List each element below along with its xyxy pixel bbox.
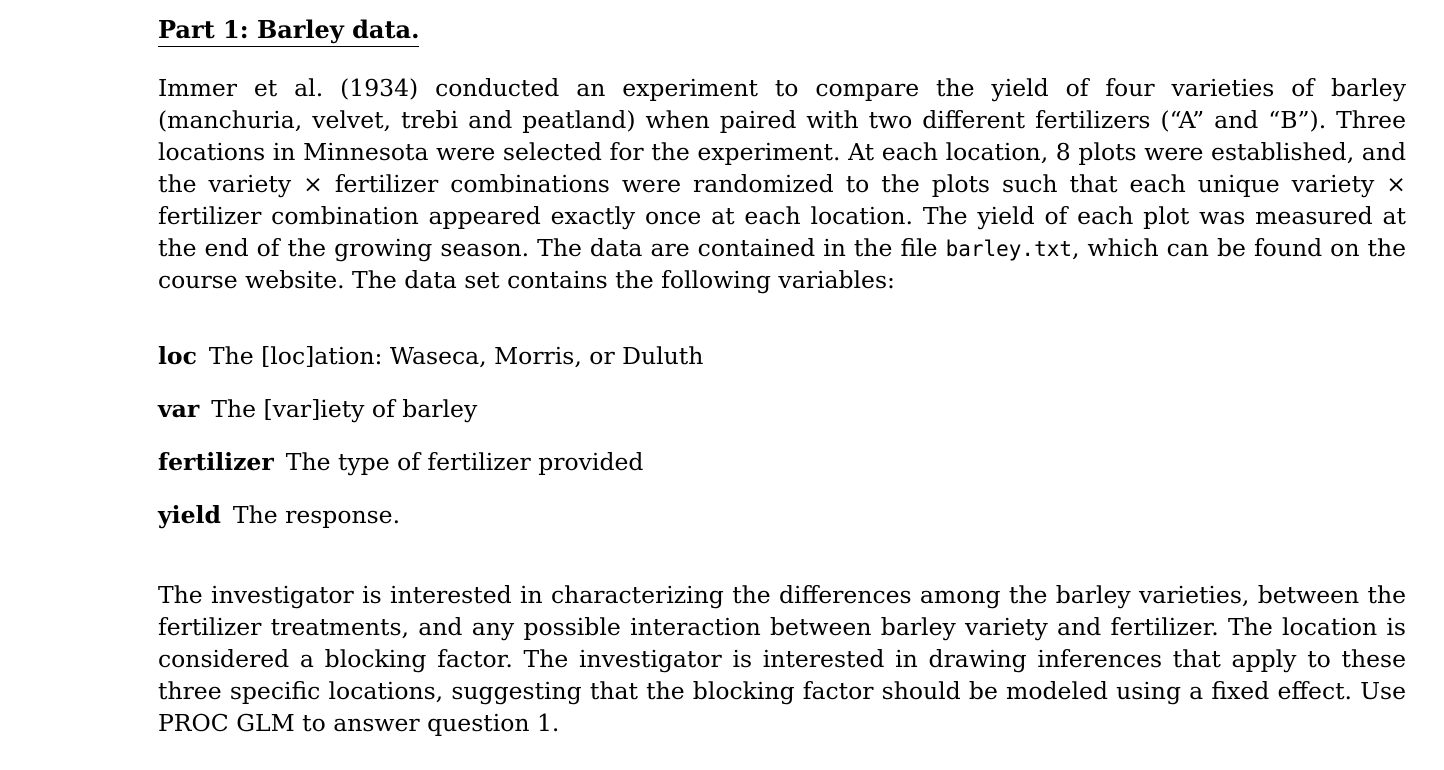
- variable-item-fertilizer: [158, 447, 1406, 500]
- variable-description: The [var]iety of barley: [211, 395, 478, 424]
- section-title: Part 1: Barley data.: [158, 14, 419, 47]
- variable-term: loc: [158, 342, 197, 371]
- variable-description: The type of fertilizer provided: [285, 448, 644, 477]
- variable-item-loc: [158, 341, 1406, 394]
- document-page: [158, 14, 1406, 740]
- intro-paragraph: [158, 73, 1406, 297]
- variable-description: The [loc]ation: Waseca, Morris, or Duluth: [208, 342, 704, 371]
- variable-term: var: [158, 395, 200, 424]
- intro-text-before: Immer et al. (1934) conducted an experiment to compare the yield of four varieties of barley (manchuria, velvet, trebi and peatland) when paired with two different fertilizers (“A” and “B”). Three locations in Minnesota were selected for the experiment. At each location, 8 plots were established, and the variety × fertilizer combinations were randomized to the plots such that each unique variety × fertilizer combination appeared exactly once at each location. The yield of each plot was measured at the end of the growing season. The data are contained in the file: [158, 74, 1406, 262]
- variable-description: The response.: [232, 501, 401, 530]
- variable-term: fertilizer: [158, 448, 274, 477]
- variable-item-yield: [158, 500, 1406, 553]
- variable-term: yield: [158, 501, 221, 530]
- variable-item-var: [158, 394, 1406, 447]
- closing-paragraph: The investigator is interested in characterizing the differences among the barley varieties, between the fertilizer treatments, and any possible interaction between barley variety and fertilizer. The location is considered a blocking factor. The investigator is interested in drawing inferences that apply to these three specific locations, suggesting that the blocking factor should be modeled using a fixed effect. Use PROC GLM to answer question 1.: [158, 581, 1406, 737]
- variable-list: [158, 341, 1406, 553]
- intro-text-after: , which can be found on the course website. The data set contains the following variables:: [158, 233, 1406, 295]
- data-file-name: barley.txt: [945, 236, 1073, 261]
